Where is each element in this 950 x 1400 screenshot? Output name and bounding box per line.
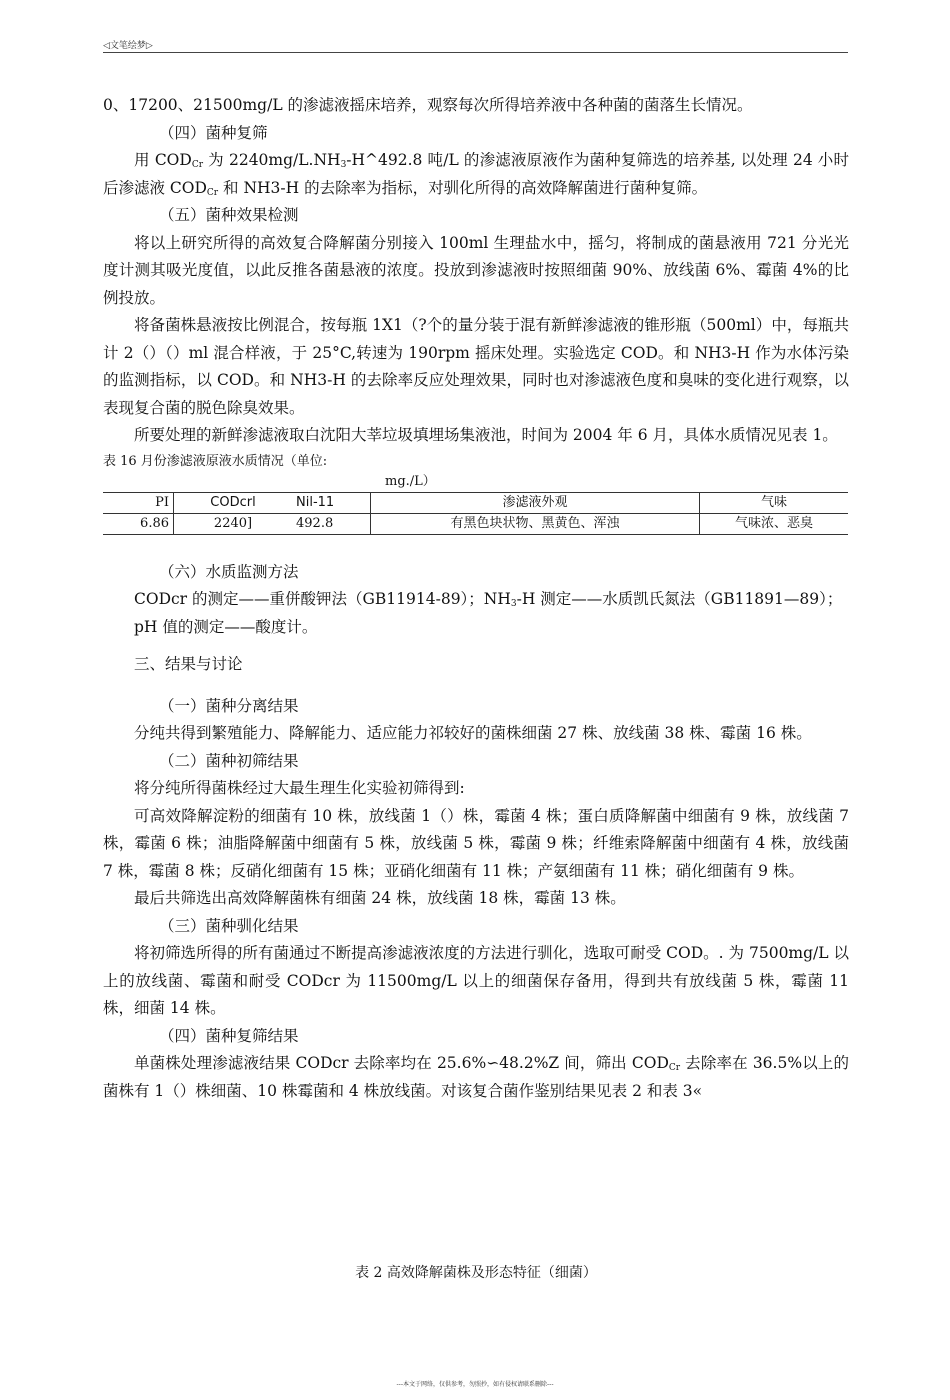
cell-cod: 2240] [174,513,293,534]
cell-nh: 492.8 [292,513,371,534]
paragraph-initial-screening: 将分纯所得菌株经过大最生理生化实验初筛得到: [134,779,465,797]
page-footer: ---本文于网络，仅供参考，勿照抄，如有侵权请联系删除--- [396,1381,554,1388]
table1-caption: 表 16 月份渗滤液原液水质情况（单位: [103,453,328,469]
section-title-results: 三、结果与讨论 [134,655,243,673]
heading-acclimation: （三）菌种驯化结果 [159,916,299,935]
heading-initial-screening: （二）菌种初筛结果 [159,751,299,770]
table-row [103,513,848,534]
header-ph: PI [103,492,174,513]
heading-isolation: （一）菌种分离结果 [159,696,299,715]
water-quality-table [103,492,848,535]
paragraph-rescreening: 用 $COD_{Cr}$ 为 $2240mg/L.NH_3-H\^{}492.8$ 吨/L 的渗滤液原液作为菌种复筛选的培养基, 以处理 24 小时后渗滤液 $COD_{Cr}$ 和 NH3-H 的去除率为指标，对驯化所得的高效降解菌进行菌种复筛。 [103,151,850,198]
page-header: ◁文笔绘梦▷ [103,41,153,51]
cell-appearance: 有黑色块状物、黑黄色、浑浊 [371,513,700,534]
document-body [103,92,849,1105]
paragraph-continued: 0、17200、21500mg/L 的渗滤液摇床培养，观察每次所得培养液中各种菌的菌落生长情况。 [103,96,753,114]
header-rule [103,52,848,53]
heading-effect-test: （五）菌种效果检测 [159,206,299,224]
table2-caption: 表 2 高效降解菌株及形态特征（细菌） [355,1265,597,1281]
paragraph-sample-source: 所要处理的新鲜渗滤液取白沈阳大莘垃圾填埋场集液池，时间为 2004 年 6 月，具体水质情况见表 1。 [134,426,838,444]
header-appearance: 渗滤液外观 [371,492,700,513]
paragraph-effect-test: 将以上研究所得的高效复合降解菌分别接入 100ml 生理盐水中，摇匀，将制成的菌悬液用 721 分光光度计测其吸光度值，以此反推各菌悬液的浓度。投放到渗滤液时按照细菌 90%、放线菌 6%、霉菌 4%的比例投放。 [103,233,849,307]
table1-unit: mg./L） [385,473,436,489]
heading-rescreening-results: （四）菌种复筛结果 [159,1026,299,1045]
heading-monitoring-methods: （六）水质监测方法 [159,562,299,581]
cell-ph: 6.86 [103,513,174,534]
paragraph-acclimation: 将初筛选所得的所有菌通过不断提高渗滤液浓度的方法进行驯化，选取可耐受 COD。. 为 7500mg/L 以上的放线菌、霉菌和耐受 CODcr 为 11500mg/L 以上的细菌保存备用，得到共有放线菌 5 株，霉菌 11 株，细菌 14 株。 [103,944,849,1017]
header-cod: CODcrl [174,492,293,513]
heading-rescreening: （四）菌种复筛 [159,123,268,142]
paragraph-isolation: 分纯共得到繁殖能力、降解能力、适应能力祁较好的菌株细菌 27 株、放线菌 38 株、霉菌 16 株。 [134,724,812,742]
paragraph-final-selection: 最后共筛选出高效降解菌株有细菌 24 株，放线菌 18 株，霉菌 13 株。 [134,889,626,907]
paragraph-degraders: 可高效降解淀粉的细菌有 10 株，放线菌 1（）株，霉菌 4 株；蛋白质降解菌中细菌有 9 株，放线菌 7 株，霉菌 6 株；油脂降解菌中细菌有 5 株，放线菌 5 株，霉菌 9 株；纤维索降解菌中细菌有 4 株，放线菌 7 株，霉菌 8 株；反硝化细菌有 15 株；亚硝化细菌有 11 株；产氨细菌有 11 株；硝化细菌有 9 株。 [103,806,849,880]
header-odor: 气味 [700,492,849,513]
paragraph-cod-method: CODcr 的测定——重併酸钾法（GB11914-89）；$NH_3-H$ 测定——水质凯氏氮法（GB11891—89）； [134,590,843,609]
paragraph-mixing: 将备菌株悬液按比例混合，按每瓶 1X1（?个的量分装于混有新鲜渗滤液的锥形瓶（500ml）中，每瓶共计 2（）（）ml 混合样液，于 25°C,转速为 190rpm 摇床处理。实验选定 COD。和 NH3-H 作为水体污染的监测指标，以 COD。和 NH3-H 的去除率反应处理效果，同时也对渗滤液色度和臭味的变化进行观察，以表现复合菌的脱色除臭效果。 [103,316,849,417]
header-nh: Nil-11 [292,492,371,513]
cell-odor: 气味浓、恶臭 [700,513,849,534]
paragraph-ph-method: pH 值的测定——酸度计。 [134,617,318,636]
table-header-row [103,492,848,513]
paragraph-rescreening-results: 单菌株处理渗滤液结果 CODcr 去除率均在 25.6%∽48.2%Z 间，筛出 $COD_{Cr}$ 去除率在 36.5%以上的菌株有 1（）株细菌、10 株霉菌和 4 株放线菌。对该复合菌作鉴别结果见表 2 和表 3« [103,1054,849,1100]
